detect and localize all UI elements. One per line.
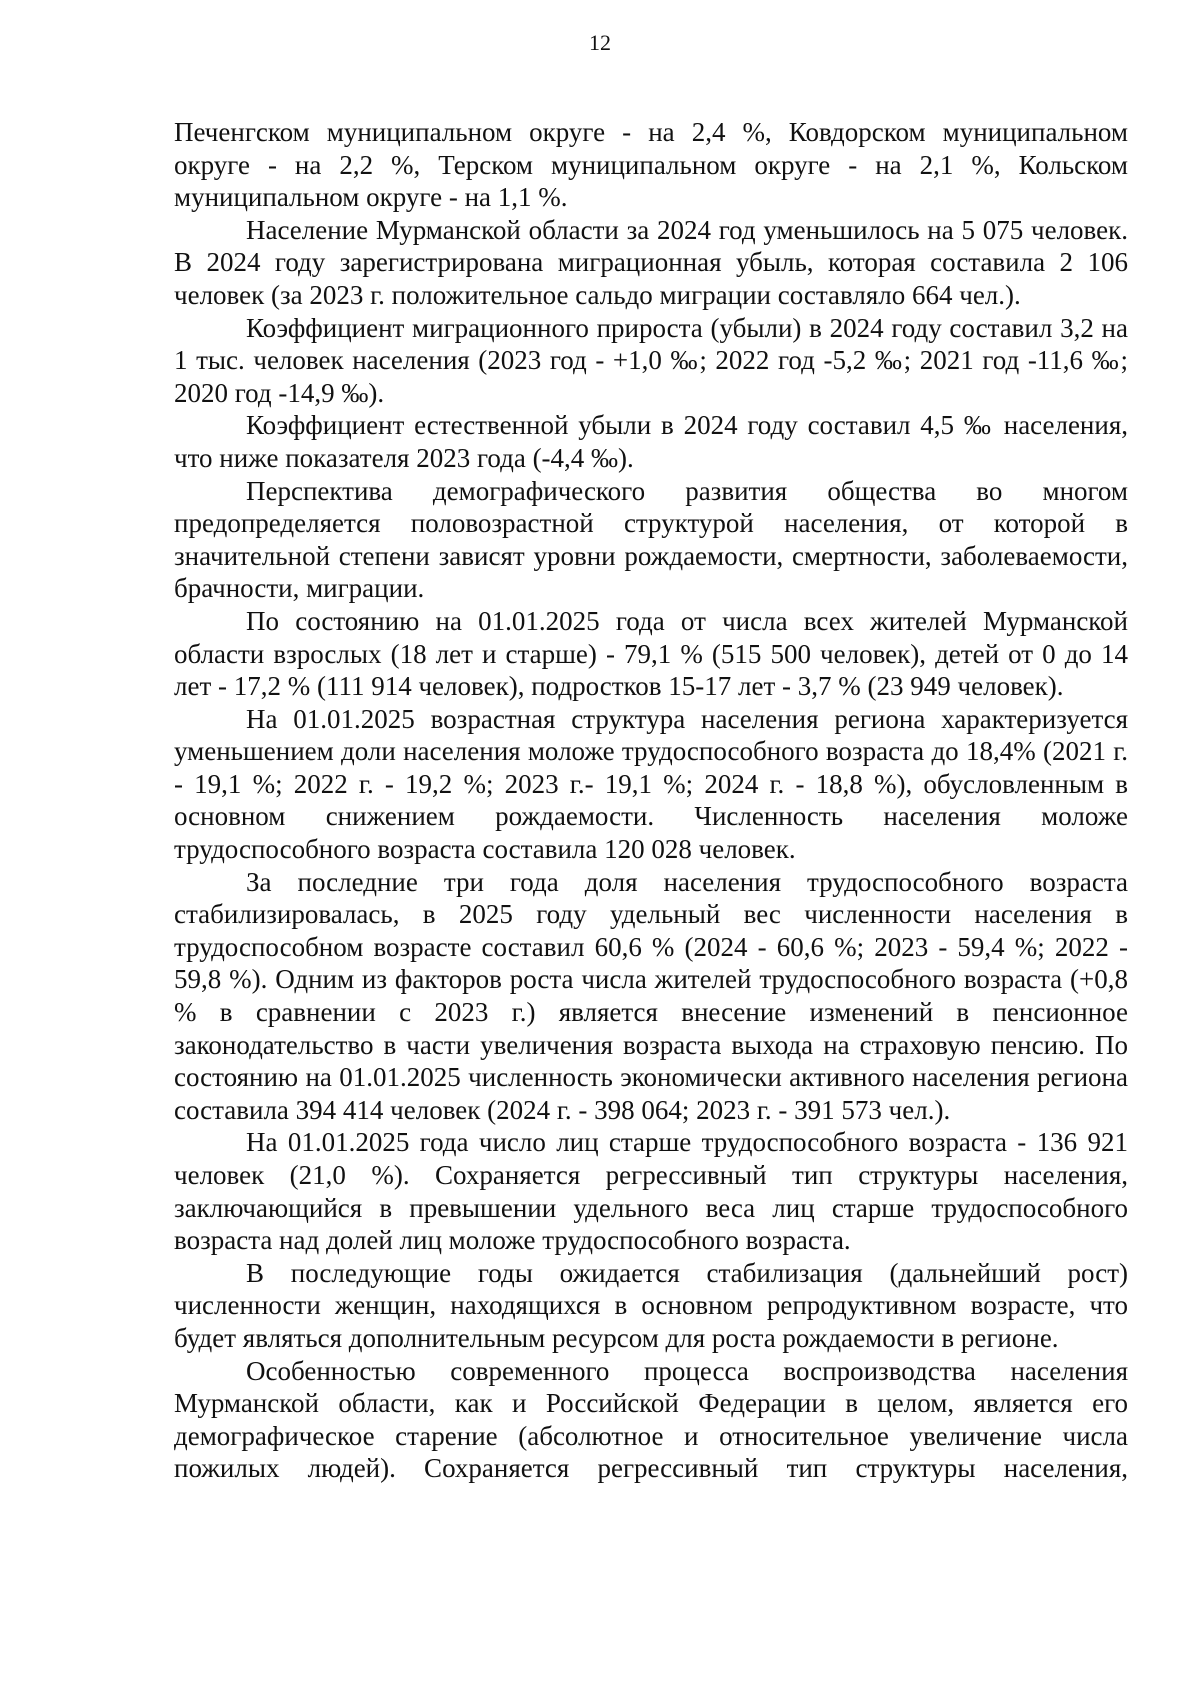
document-body (174, 116, 1128, 1485)
paragraph-10: В последующие годы ожидается стабилизация (дальнейший рост) численности женщин, находящихся в основном репродуктивном возрасте, что будет являться дополнительным ресурсом для роста рождаемости в регионе. (174, 1257, 1128, 1353)
paragraph-1: Печенгском муниципальном округе - на 2,4 %, Ковдорском муниципальном округе - на 2,2 %, Терском муниципальном округе - на 2,1 %, Кольском муниципальном округе - на 1,1 %. (174, 117, 1128, 213)
page-number: 12 (589, 30, 611, 55)
paragraph-4: Коэффициент естественной убыли в 2024 году составил 4,5 ‰ населения, что ниже показателя 2023 года (-4,4 ‰). (174, 410, 1128, 473)
paragraph-9: На 01.01.2025 года число лиц старше трудоспособного возраста - 136 921 человек (21,0 %). Сохраняется регрессивный тип структуры населения, заключающийся в превышении удельного веса лиц старше трудоспособного возраста над долей лиц моложе трудоспособного возраста. (174, 1127, 1128, 1256)
paragraph-6: По состоянию на 01.01.2025 года от числа всех жителей Мурманской области взрослых (18 лет и старше) - 79,1 % (515 500 человек), детей от 0 до 14 лет - 17,2 % (111 914 человек), подростков 15-17 лет - 3,7 % (23 949 человек). (174, 605, 1128, 702)
paragraph-7: На 01.01.2025 возрастная структура населения региона характеризуется уменьшением доли населения моложе трудоспособного возраста до 18,4% (2021 г. - 19,1 %; 2022 г. - 19,2 %; 2023 г.- 19,1 %; 2024 г. - 18,8 %), обусловленным в основном снижением рождаемости. Численность населения моложе трудоспособного возраста составила 120 028 человек. (174, 703, 1128, 865)
paragraph-11: Особенностью современного процесса воспроизводства населения Мурманской области, как и Российской Федерации в целом, является его демографическое старение (абсолютное и относительное увеличение числа пожилых людей). Сохраняется регрессивный тип структуры населения, (174, 1355, 1128, 1484)
paragraph-5: Перспектива демографического развития общества во многом предопределяется половозрастной структурой населения, от которой в значительной степени зависят уровни рождаемости, смертности, заболеваемости, брачности, миграции. (174, 475, 1128, 604)
paragraph-2: Население Мурманской области за 2024 год уменьшилось на 5 075 человек. В 2024 году зарегистрирована миграционная убыль, которая составила 2 106 человек (за 2023 г. положительное сальдо миграции составляло 664 чел.). (174, 214, 1128, 310)
paragraph-3: Коэффициент миграционного прироста (убыли) в 2024 году составил 3,2 на 1 тыс. человек населения (2023 год - +1,0 ‰; 2022 год -5,2 ‰; 2021 год -11,6 ‰; 2020 год -14,9 ‰). (174, 312, 1128, 408)
paragraph-8: За последние три года доля населения трудоспособного возраста стабилизировалась, в 2025 году удельный вес численности населения в трудоспособном возрасте составил 60,6 % (2024 - 60,6 %; 2023 - 59,4 %; 2022 - 59,8 %). Одним из факторов роста числа жителей трудоспособного возраста (+0,8 % в сравнении с 2023 г.) является внесение изменений в пенсионное законодательство в части увеличения возраста выхода на страховую пенсию. По состоянию на 01.01.2025 численность экономически активного населения региона составила 394 414 человек (2024 г. - 398 064; 2023 г. - 391 573 чел.). (174, 866, 1128, 1125)
